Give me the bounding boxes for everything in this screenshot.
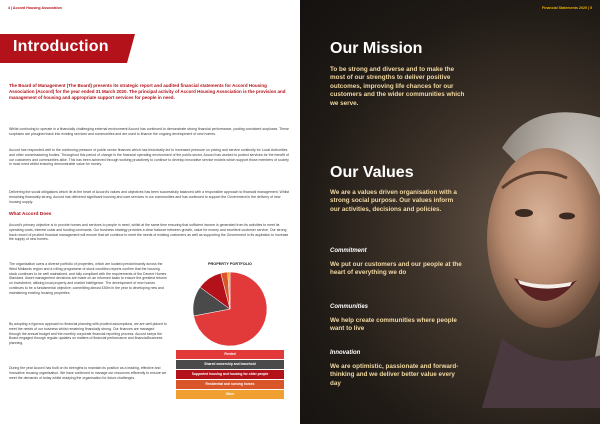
paragraph-1: Whilst continuing to operate in a financially challenging external environment Accord has continued to demonstrate strong financial performance, posting consistent surpluses. These surpluses are ploughed back into existing services and communities and are used to finance the ongoing development of new homes. — [9, 127, 289, 136]
paragraph-4: Accord's primary objective is to provide homes and services to people in need, whilst at the same time ensuring that sufficient income is generated from its activities to meet its operating costs, interest costs and funding covenants. Our business strategy provides a clear balance between growth, value for money and excellent customer service. Our strong track record of prudent financial management will ensure that we continue to meet the needs of existing customers as well as supporting the Government in its aspiration to increase the supply of new homes. — [9, 223, 289, 242]
value-innovation-title: Innovation — [330, 350, 361, 356]
value-commitment-body: We put our customers and our people at the heart of everything we do — [330, 261, 462, 277]
column-paragraph-3: During the year Accord has built on its strengths to maintain its position as a leading, effective and innovative housing organisation. We have continued to manage our resources efficiently to ensure we meet the demands of today whilst readying the organisation for future challenges. — [9, 366, 167, 380]
portrait-photo — [462, 108, 600, 408]
heading-bar-tail — [127, 34, 135, 63]
paragraph-2: Accord has responded well to the continuing pressure of public sector finances which has historically led to increased pressure on pricing and service continuity for Local Authorities and other commissioning bodies. Throughout this period of change in the financial operating environment of the public sector, Accord has worked to protect services for the benefit of our customers and communities alike. This has been achieved through working proactively to continue to develop innovative service models which support those members of society in most need whilst ensuring demonstrable value for money. — [9, 148, 289, 167]
paragraph-3: Delivering the social obligations which lie at the heart of Accord's values and objectives has been successfully balanced with a responsible approach to financial management. Whilst remaining financially strong, Accord has delivered significant housing and care services in our communities and has continued to support the Government in the delivery of new housing supply. — [9, 190, 290, 204]
property-portfolio-chart — [176, 262, 284, 402]
mission-body: To be strong and diverse and to make the most of our strengths to deliver positive outcomes, improving life chances for our customers and the wider communities which we serve. — [330, 66, 465, 107]
value-commitment-title: Commitment — [330, 248, 367, 254]
column-paragraph-2: By adopting a rigorous approach to financial planning with prudent assumptions, we are well placed to meet the needs of our business whilst remaining financially strong. Our finances are managed through the annual budget and the monthly corporate financial reporting process. Accord keeps the Board engaged through regular updates on matters of financial performance and financial/business planning. — [9, 322, 167, 346]
mission-title: Our Mission — [330, 40, 423, 57]
value-communities-body: We help create communities where people want to live — [330, 317, 457, 333]
legend-item-3: Residential and nursing homes — [176, 380, 284, 389]
left-page-header: 4 | Accord Housing Association — [8, 6, 62, 10]
chart-legend — [176, 350, 284, 400]
legend-item-2: Supported housing and housing for older people — [176, 370, 284, 379]
legend-item-0: Rented — [176, 350, 284, 359]
legend-item-4: Other — [176, 390, 284, 399]
legend-item-1: Shared ownership and leasehold — [176, 360, 284, 369]
values-title: Our Values — [330, 164, 414, 181]
right-page-header: Financial Statements 2020 | 5 — [542, 6, 592, 10]
right-page — [300, 0, 600, 424]
value-innovation-body: We are optimistic, passionate and forward-thinking and we deliver better value every day — [330, 363, 459, 387]
value-communities-title: Communities — [330, 304, 369, 310]
lead-paragraph: The Board of Management (The Board) presents its strategic report and audited financial statements for Accord Housing Association (Accord) for the year ended 31 March 2020. The principal activity of Accord Housing Association is the provision and management of housing and appropriate support services for people in need. — [9, 83, 286, 100]
column-paragraph-1: The organisation owns a diverse portfolio of properties, which are located predominantly across the West Midlands region and a rolling programme of stock condition reports confirm that the housing stock continues to be well maintained, and fully compliant with the requirements of the Decent Homes Standard. Asset management decisions are made on an informed basis to ensure the greatest returns on investment, utilising local property and market intelligence. The development of new homes continues to be a fundamental objective; committing almost £50m in the year to developing new and maintaining existing housing properties. — [9, 262, 167, 295]
page-title: Introduction — [13, 38, 109, 55]
section-heading: What Accord Does — [9, 212, 52, 217]
values-body: We are a values driven organisation with a strong social purpose. Our values inform our activities, decisions and policies. — [330, 189, 457, 213]
chart-title: PROPERTY PORTFOLIO — [207, 262, 253, 266]
pie-chart — [182, 271, 278, 347]
